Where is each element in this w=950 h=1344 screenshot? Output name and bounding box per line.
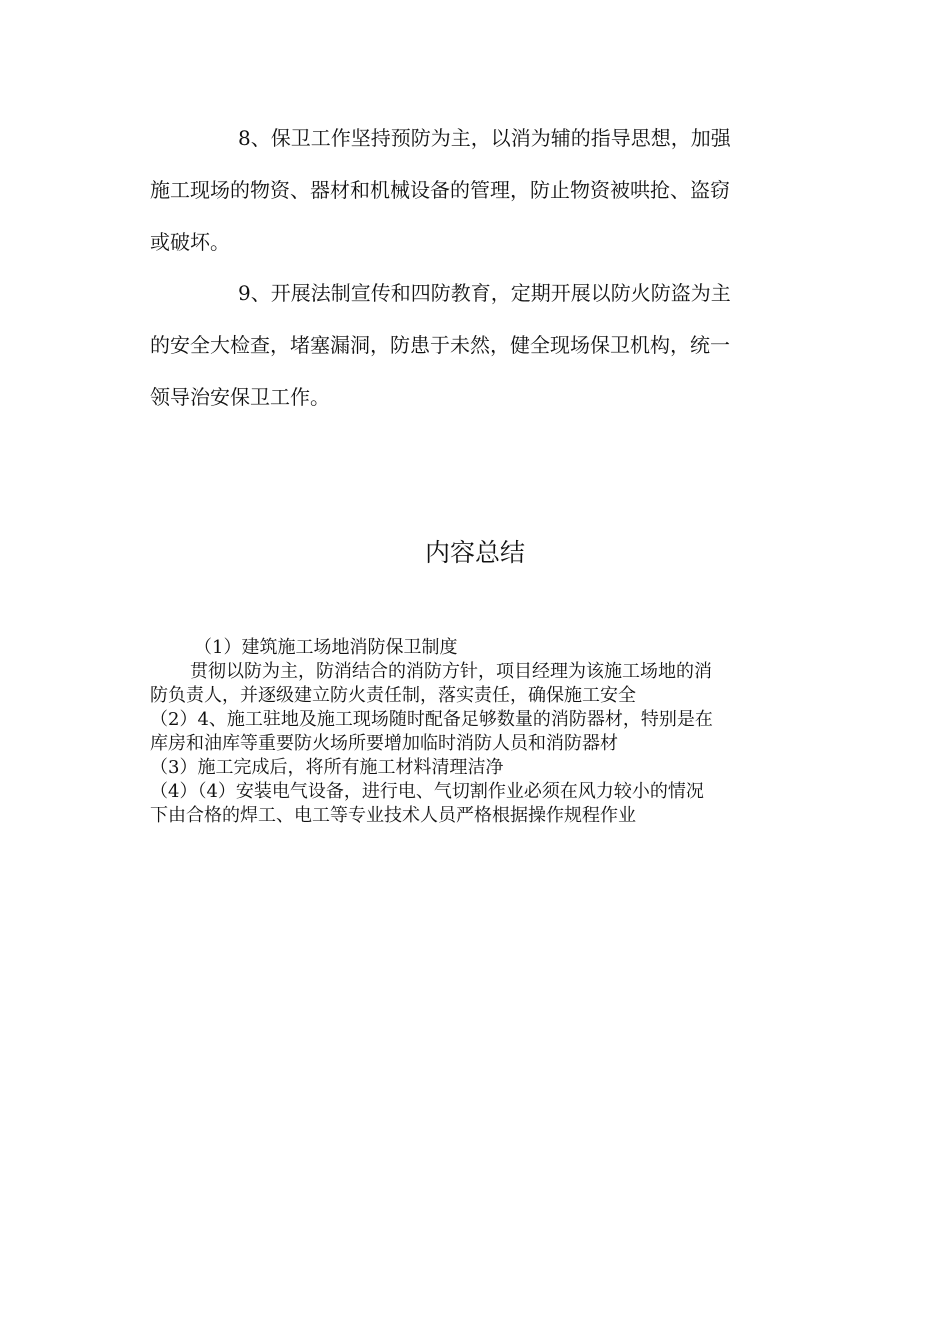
- paragraph-line: 9、开展法制宣传和四防教育，定期开展以防火防盗为主: [238, 281, 731, 305]
- paragraph-line: 施工现场的物资、器材和机械设备的管理，防止物资被哄抢、盗窃: [150, 178, 730, 202]
- paragraph-line: 的安全大检查，堵塞漏洞，防患于未然，健全现场保卫机构，统一: [150, 333, 730, 357]
- summary-title: 内容总结: [424, 538, 525, 567]
- paragraph-line: 或破坏。: [150, 230, 230, 254]
- summary-line: 防负责人，并逐级建立防火责任制，落实责任，确保施工安全: [150, 685, 636, 706]
- summary-block: [150, 636, 810, 828]
- summary-line: 库房和油库等重要防火场所要增加临时消防人员和消防器材: [150, 733, 618, 754]
- summary-line: 贯彻以防为主，防消结合的消防方针，项目经理为该施工场地的消: [190, 661, 712, 682]
- summary-line: （2）4、施工驻地及施工现场随时配备足够数量的消防器材，特别是在: [150, 709, 713, 730]
- paragraph-line: 领导治安保卫工作。: [150, 385, 330, 409]
- paragraph-9: [150, 267, 800, 423]
- summary-line: （3）施工完成后，将所有施工材料清理洁净: [150, 757, 504, 778]
- paragraph-line: 8、保卫工作坚持预防为主，以消为辅的指导思想，加强: [238, 126, 731, 150]
- paragraph-8: [150, 112, 800, 268]
- summary-line: （4）（4）安装电气设备，进行电、气切割作业必须在风力较小的情况: [150, 781, 704, 802]
- summary-line: （1）建筑施工场地消防保卫制度: [194, 637, 458, 658]
- summary-line: 下由合格的焊工、电工等专业技术人员严格根据操作规程作业: [150, 805, 636, 826]
